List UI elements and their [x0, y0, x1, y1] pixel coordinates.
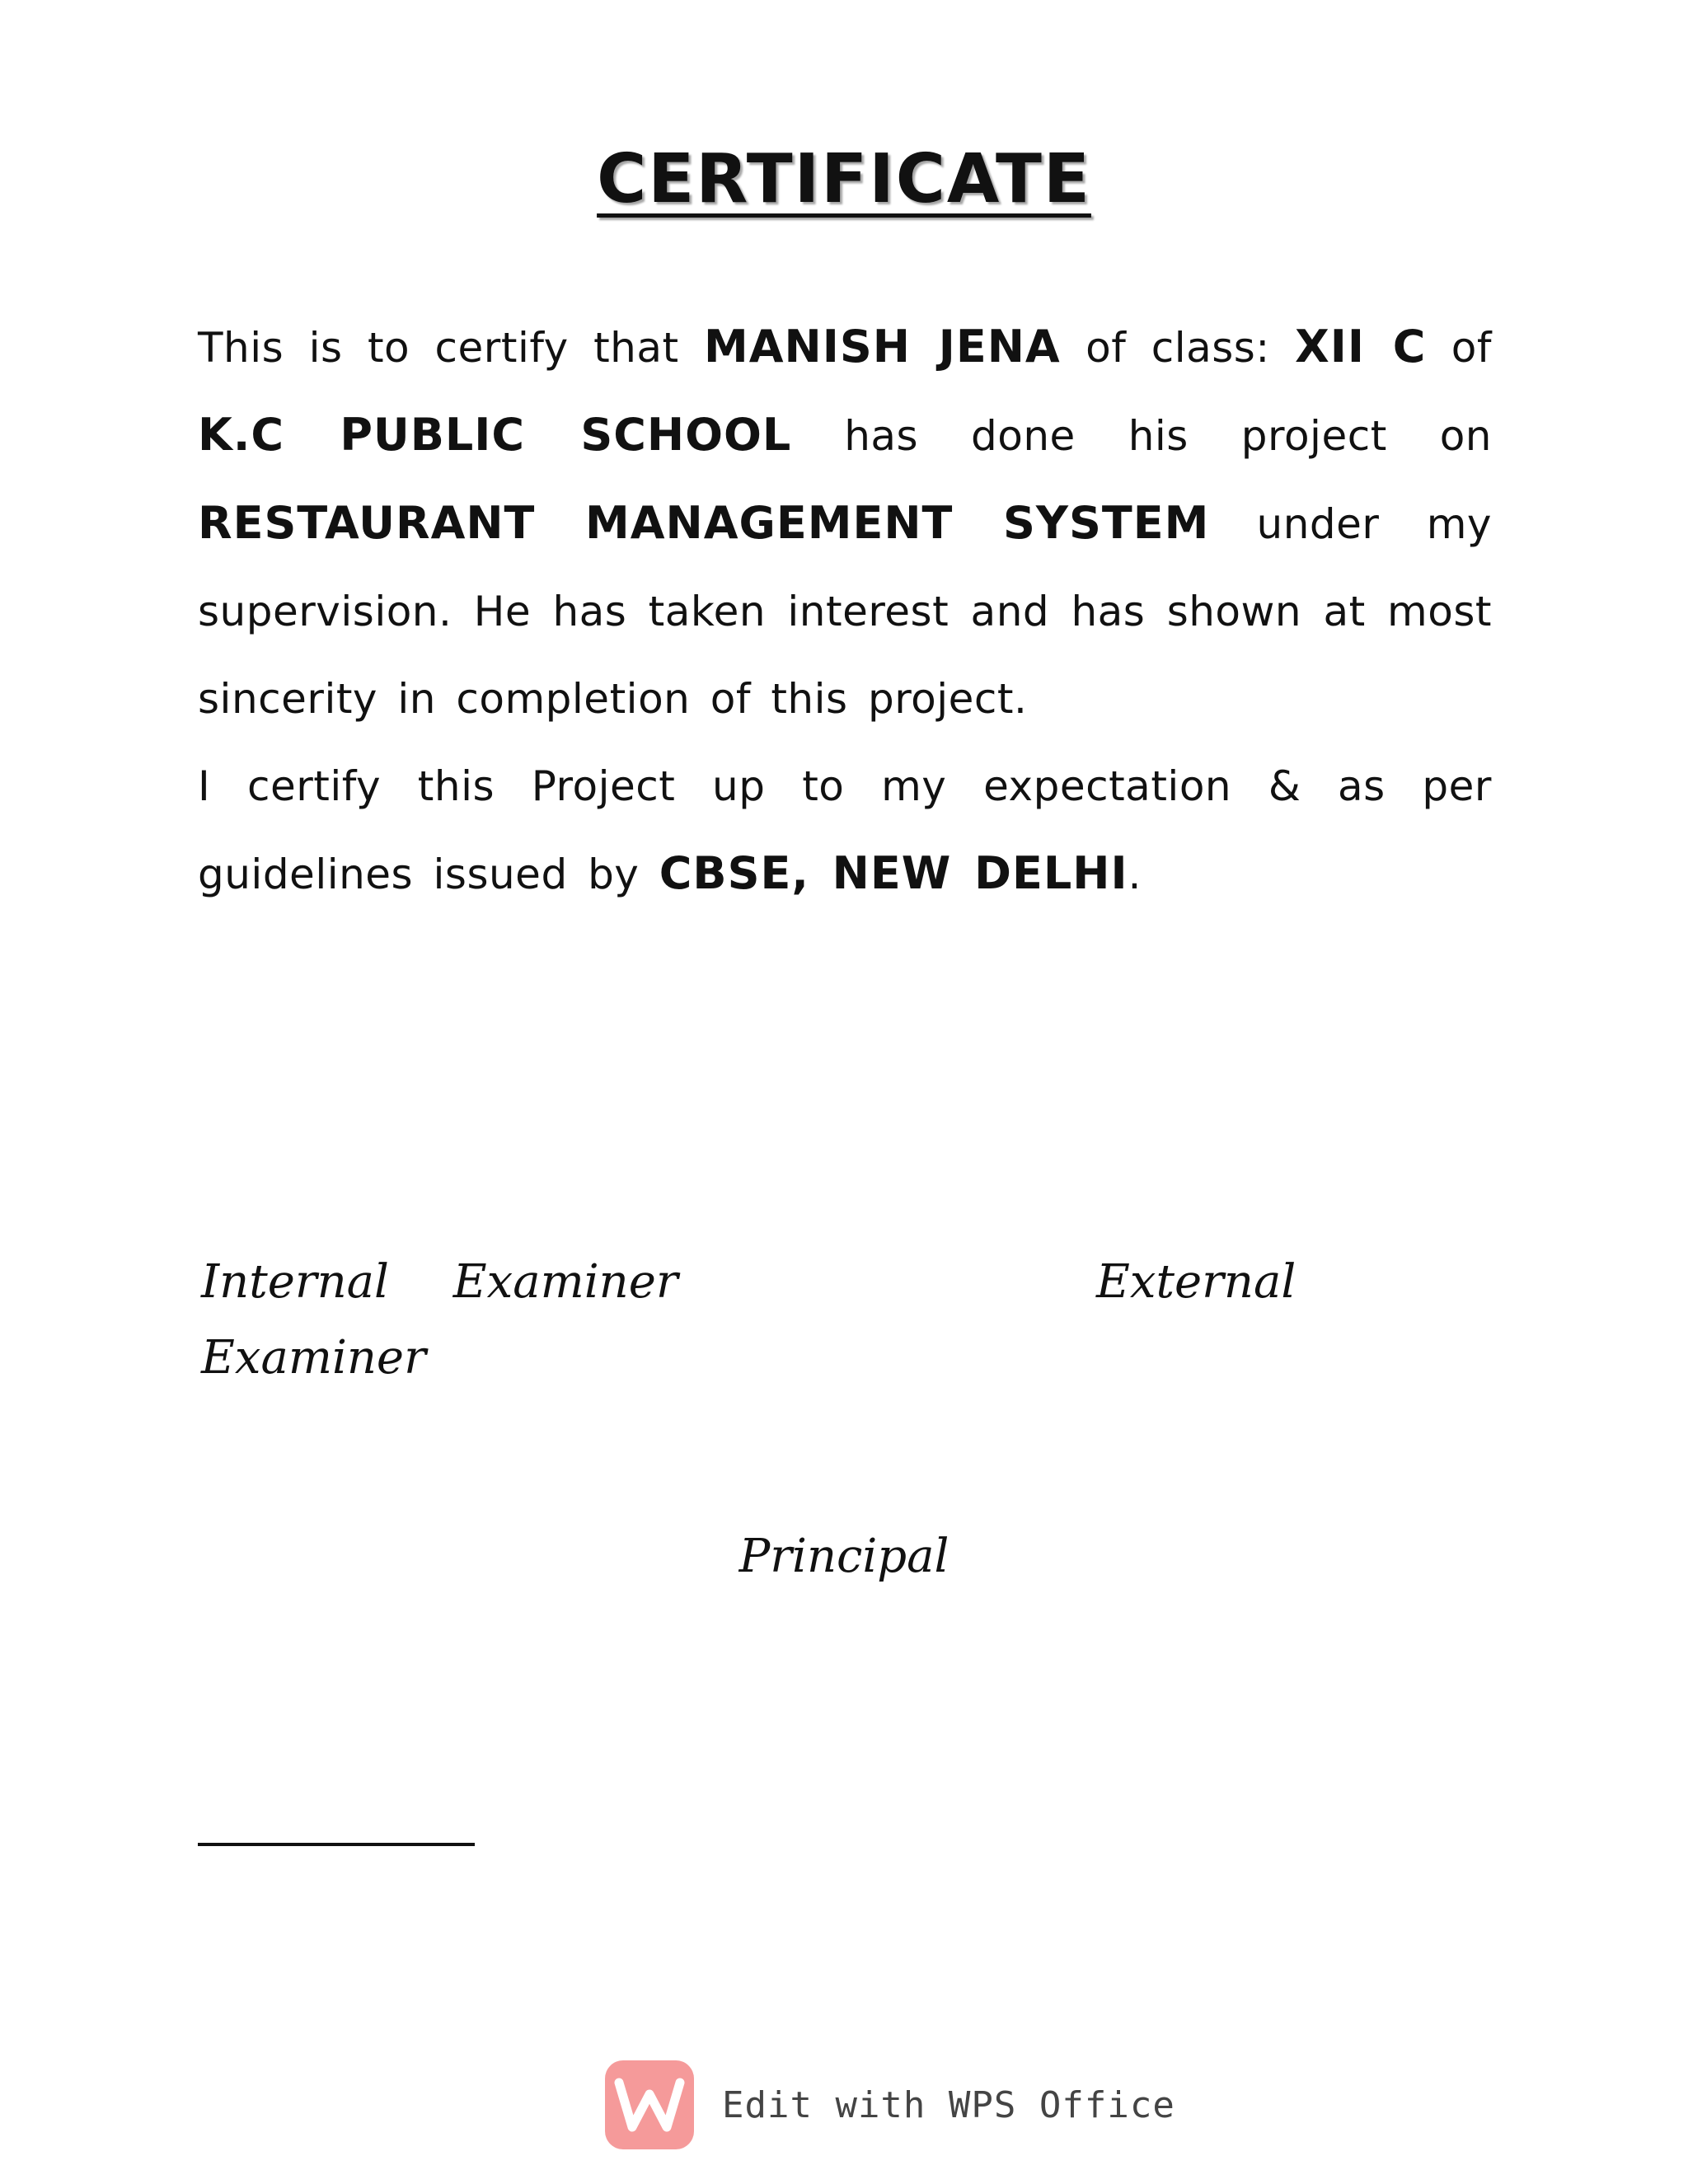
external-examiner-label-line2: Examiner: [201, 1331, 426, 1385]
emphasized-text: RESTAURANT MANAGEMENT SYSTEM: [198, 497, 1210, 549]
signature-line: [198, 1843, 475, 1846]
certificate-paragraph-1: [198, 303, 1492, 743]
body-text-run: .: [1128, 851, 1142, 898]
emphasized-text: K.C PUBLIC SCHOOL: [198, 409, 792, 461]
wps-w-logo-icon: [605, 2060, 694, 2149]
emphasized-text: CBSE, NEW DELHI: [659, 847, 1128, 899]
emphasized-text: MANISH JENA: [704, 321, 1061, 373]
body-text-run: has done his project on: [791, 412, 1492, 460]
body-text-run: under my supervision. He has taken interest and has shown at most sincerity in completion of this project.: [198, 500, 1492, 723]
emphasized-text: XII C: [1295, 321, 1427, 373]
body-text-run: I certify this Project up to my expectation & as per guidelines issued by: [198, 762, 1492, 898]
body-text-run: of: [1426, 324, 1492, 372]
external-examiner-label: External: [1096, 1255, 1296, 1309]
wps-watermark[interactable]: [605, 2060, 1175, 2149]
certificate-paragraph-2: [198, 743, 1492, 918]
internal-external-signature-block: [201, 1244, 778, 1396]
wps-watermark-text: Edit with WPS Office: [722, 2083, 1175, 2126]
body-text-run: This is to certify that: [198, 324, 705, 372]
body-text-run: of class:: [1060, 324, 1296, 372]
certificate-title: CERTIFICATE: [597, 140, 1091, 218]
internal-examiner-label: Internal Examiner: [201, 1255, 678, 1309]
certificate-body: [198, 303, 1492, 918]
principal-label: Principal: [738, 1530, 950, 1583]
